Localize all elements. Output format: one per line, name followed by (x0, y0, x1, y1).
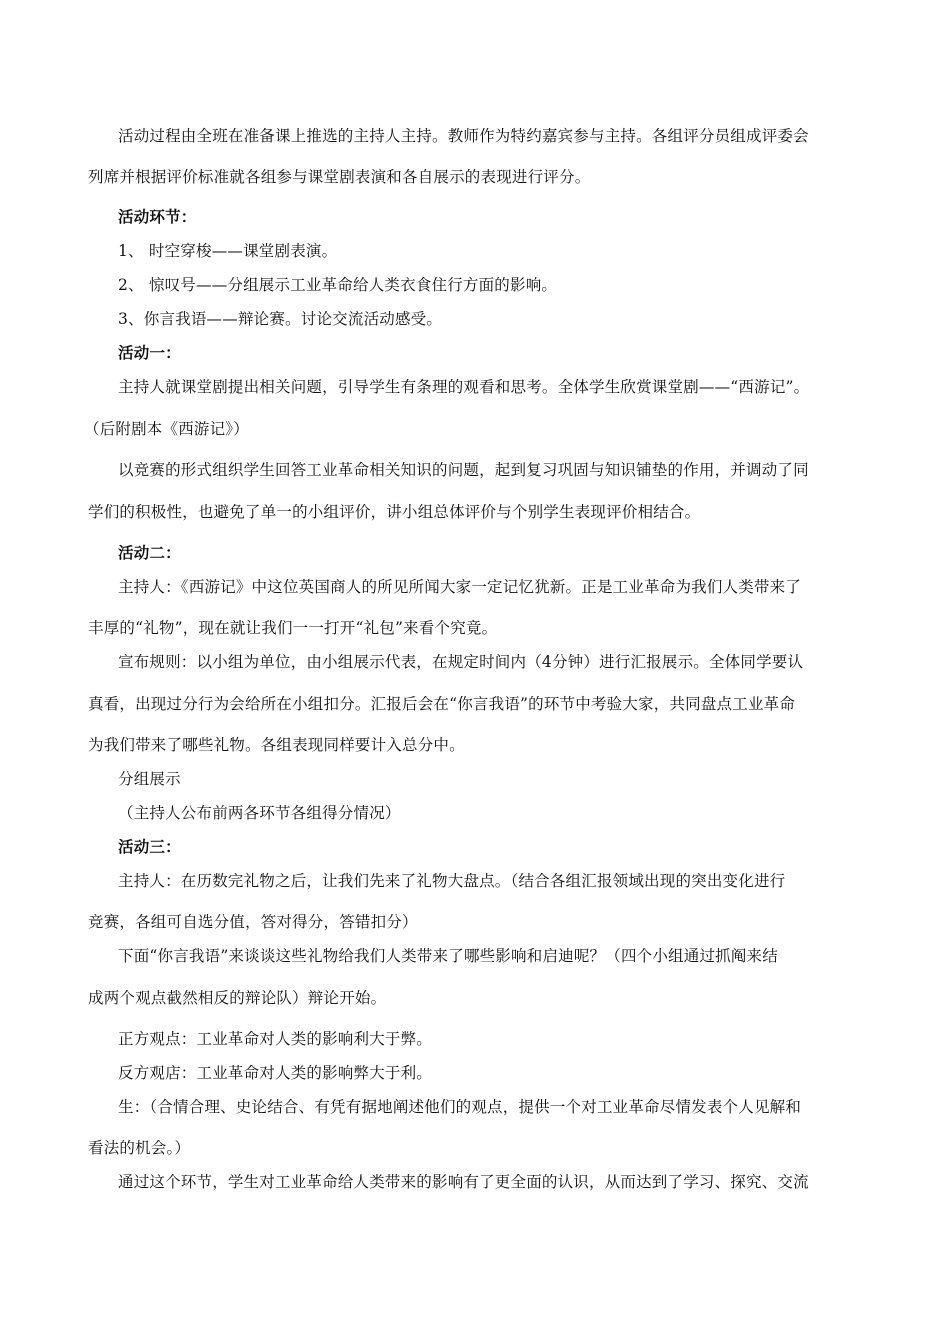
paragraph-line: 生：（合情合理、史论结合、有凭有据地阐述他们的观点，提供一个对工业革命尽情发表个人见解和 (118, 1098, 802, 1116)
paragraph-line: 为我们带来了哪些礼物。各组表现同样要计入总分中。 (88, 736, 465, 754)
paragraph-line: 主持人就课堂剧提出相关问题，引导学生有条理的观看和思考。全体学生欣赏课堂剧——“西游记”。 (118, 378, 810, 396)
paragraph-line: 学们的积极性，也避免了单一的小组评价，讲小组总体评价与个别学生表现评价相结合。 (88, 503, 701, 521)
paragraph-line: 看法的机会。） (88, 1139, 191, 1157)
paragraph-line: 竞赛，各组可自选分值，答对得分，答错扣分） (88, 913, 418, 931)
paragraph-line: 以竞赛的形式组织学生回答工业革命相关知识的问题，起到复习巩固与知识铺垫的作用，并调动了同 (118, 461, 809, 479)
list-item: 2、 惊叹号——分组展示工业革命给人类衣食住行方面的影响。 (118, 276, 558, 294)
paragraph-line: 下面“你言我语”来谈谈这些礼物给我们人类带来了哪些影响和启迪呢？（四个小组通过抓阄来结 (118, 947, 778, 965)
paragraph-line: 列席并根据评价标准就各组参与课堂剧表演和各自展示的表现进行评分。 (88, 168, 591, 186)
list-item: 1、 时空穿梭——课堂剧表演。 (118, 242, 338, 260)
paragraph-line: 活动过程由全班在准备课上推选的主持人主持。教师作为特约嘉宾参与主持。各组评分员组成评委会 (118, 127, 809, 145)
section-heading: 活动一： (118, 343, 181, 362)
list-item: 3、你言我语——辩论赛。讨论交流活动感受。 (118, 310, 443, 328)
paragraph-line: 成两个观点截然相反的辩论队）辩论开始。 (88, 989, 387, 1007)
paragraph-line: 主持人：在历数完礼物之后，让我们先来了礼物大盘点。（结合各组汇报领域出现的突出变化进行 (118, 872, 786, 890)
section-heading: 活动三： (118, 837, 181, 856)
paragraph-line: 正方观点：工业革命对人类的影响利大于弊。 (118, 1030, 433, 1048)
section-heading: 活动环节： (118, 207, 197, 226)
paragraph-line: 丰厚的“礼物”，现在就让我们一一打开“礼包”来看个究竟。 (88, 619, 498, 637)
paragraph-line: （后附剧本《西游记》） (84, 420, 249, 438)
section-heading: 活动二： (118, 543, 181, 562)
paragraph-line: 通过这个环节，学生对工业革命给人类带来的影响有了更全面的认识，从而达到了学习、探究、交流 (118, 1173, 809, 1191)
paragraph-line: 宣布规则：以小组为单位，由小组展示代表，在规定时间内（4分钟）进行汇报展示。全体同学要认 (118, 653, 804, 671)
paragraph-line: 反方观店：工业革命对人类的影响弊大于利。 (118, 1064, 433, 1082)
paragraph-line: 主持人：《西游记》中这位英国商人的所见所闻大家一定记忆犹新。正是工业革命为我们人类带来了 (118, 578, 802, 596)
paragraph-line: 分组展示 (118, 770, 181, 788)
paragraph-line: （主持人公布前两各环节各组得分情况） (118, 804, 401, 822)
paragraph-line: 真看，出现过分行为会给所在小组扣分。汇报后会在“你言我语”的环节中考验大家，共同盘点工业革命 (88, 695, 796, 713)
